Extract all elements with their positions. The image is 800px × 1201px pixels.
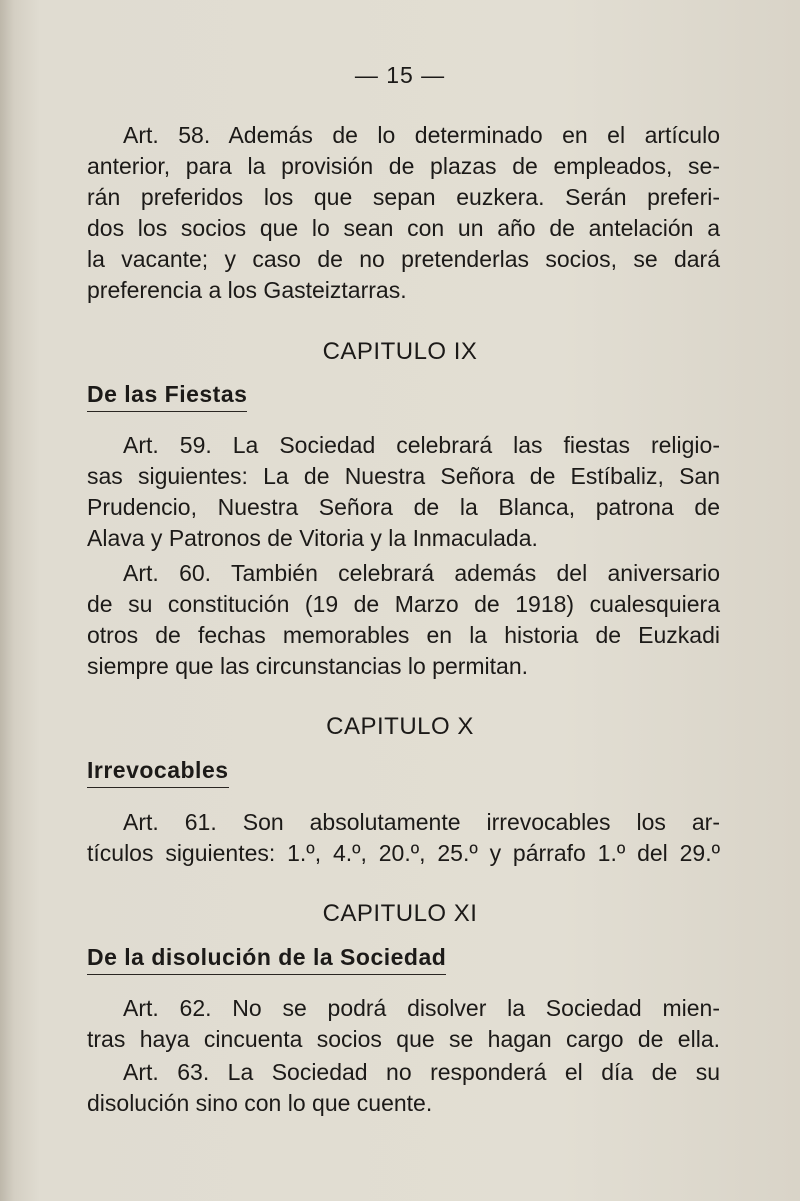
article-line: siempre que las circunstancias lo permitan. [87, 653, 529, 679]
article-line: tículos siguientes: 1.º, 4.º, 20.º, 25.º y párrafo 1.º del 29.º [87, 840, 720, 866]
article-line: Art. 62. No se podrá disolver la Sociedad mien- [123, 995, 720, 1021]
article-line: Art. 59. La Sociedad celebrará las fiestas religio- [123, 432, 720, 458]
article-line: Art. 61. Son absolutamente irrevocables los ar- [123, 809, 720, 835]
chapter-title: CAPITULO IX [322, 338, 478, 365]
article-62 [87, 993, 720, 1055]
article-line: disolución sino con lo que cuente. [87, 1090, 433, 1116]
article-line: Art. 63. La Sociedad no responderá el día de su [123, 1059, 720, 1085]
section-heading: Irrevocables [87, 757, 229, 788]
article-line: de su constitución (19 de Marzo de 1918) cualesquiera [87, 591, 720, 617]
article-63 [87, 1057, 720, 1119]
article-60 [87, 558, 720, 682]
section-heading: De las Fiestas [87, 381, 247, 412]
chapter-title: CAPITULO XI [322, 900, 478, 927]
article-59 [87, 430, 720, 554]
article-line: sas siguientes: La de Nuestra Señora de Estíbaliz, San [87, 463, 720, 489]
article-line: rán preferidos los que sepan euzkera. Serán preferi- [87, 184, 720, 210]
article-61 [87, 807, 720, 869]
page-number: — 15 — [354, 62, 446, 88]
article-line: tras haya cincuenta socios que se hagan cargo de ella. [87, 1026, 720, 1052]
article-58 [87, 120, 720, 306]
article-line: dos los socios que lo sean con un año de antelación a [87, 215, 720, 241]
article-line: Alava y Patronos de Vitoria y la Inmaculada. [87, 525, 538, 551]
article-line: anterior, para la provisión de plazas de empleados, se- [87, 153, 720, 179]
article-line: Prudencio, Nuestra Señora de la Blanca, patrona de [87, 494, 720, 520]
article-line: Art. 58. Además de lo determinado en el artículo [123, 122, 720, 148]
chapter-title: CAPITULO X [326, 713, 474, 740]
article-line: preferencia a los Gasteiztarras. [87, 277, 407, 303]
article-line: la vacante; y caso de no pretenderlas socios, se dará [87, 246, 720, 272]
section-heading: De la disolución de la Sociedad [87, 944, 446, 975]
article-line: otros de fechas memorables en la historia de Euzkadi [87, 622, 720, 648]
article-line: Art. 60. También celebrará además del aniversario [123, 560, 720, 586]
